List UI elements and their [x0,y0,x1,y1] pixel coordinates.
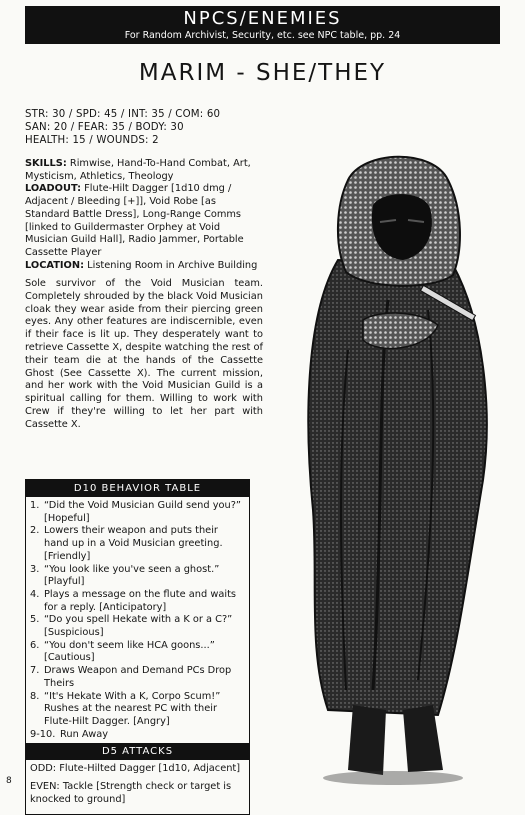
hooded-figure-illustration [268,150,518,790]
stat-line-3: HEALTH: 15 / WOUNDS: 2 [25,134,159,146]
behavior-row [30,564,245,589]
behavior-row-number: 4. [30,588,40,600]
behavior-row-number: 1. [30,500,40,511]
stat-line-2: SAN: 20 / FEAR: 35 / BODY: 30 [25,121,184,133]
behavior-row-text: Lowers their weapon and puts their hand up in a Void Musician greeting. [Friendly] [44,525,223,562]
stat-line-1: STR: 30 / SPD: 45 / INT: 35 / COM: 60 [25,109,221,120]
behavior-row-number: 2. [30,525,40,537]
location-label: LOCATION: [25,259,85,271]
skills-label: SKILLS: [25,158,67,169]
loadout-text: Flute-Hilt Dagger [1d10 dmg / Adjacent / Bleeding [+]], Void Robe [as Standard Battle Dress], Long-Range Comms [linked to Guildermaster Orphey at Void Musician Guild Hall], Radio Jammer, Portable Cassette Player [25,183,244,258]
behavior-row-text: “It's Hekate With a K, Corpo Scum!” Rushes at the nearest PC with their Flute-Hilt Dagger. [Angry] [44,690,221,727]
loadout-label: LOADOUT: [25,183,82,195]
loadout-entry [25,183,260,259]
behavior-row-number: 7. [30,665,40,677]
behavior-row [30,665,245,690]
behavior-row [30,500,245,525]
behavior-row [30,614,245,639]
skills-entry [25,158,260,183]
behavior-row-text: “You look like you've seen a ghost.” [Playful] [44,563,220,588]
location-text: Listening Room in Archive Building [87,259,258,271]
behavior-row-text: Draws Weapon and Demand PCs Drop Theirs [44,665,232,689]
page-number: 8 [6,776,12,786]
attack-even [30,781,245,806]
behavior-row-number: 9-10. [30,728,56,740]
behavior-table-rows [26,497,249,743]
attack-odd [30,763,245,776]
behavior-table [25,479,250,815]
behavior-row [30,640,245,665]
behavior-row [30,525,245,563]
behavior-row [30,691,245,729]
behavior-row-text: Run Away [60,728,109,740]
behavior-row-number: 6. [30,639,40,651]
section-title: NPCS/ENEMIES [183,8,342,29]
behavior-row-number: 5. [30,614,40,626]
attacks-table-title: D5 ATTACKS [26,743,249,760]
attack-odd-label: ODD: [30,763,57,775]
behavior-row [30,589,245,614]
skills-text: Rimwise, Hand-To-Hand Combat, Art, Mysticism, Athletics, Theology [25,158,251,182]
attack-even-text: Tackle [Strength check or target is knocked to ground] [30,781,232,805]
behavior-table-title: D10 BEHAVIOR TABLE [26,480,249,497]
attacks-table [26,760,249,814]
stat-block [25,109,265,147]
behavior-row [30,729,245,742]
behavior-row-number: 8. [30,690,40,702]
npc-name-title: MARIM - SHE/THEY [138,60,387,86]
section-header [25,6,500,44]
location-entry [25,260,260,273]
npc-description: Sole survivor of the Void Musician team. Completely shrouded by the black Void Musician cloak they wear aside from their piercing green eyes. Any other features are indiscernible, even if their face is lit up. They desperately want to retrieve Cassette X, despite watching the rest of their team die at the hands of the Cassette Ghost (See Cassette X). The current mission, and her work with the Void Musician Guild is a spiritual calling for them. Willing to work with Crew if they're willing to let her part with Cassette X. [25,278,263,430]
behavior-row-text: “Did the Void Musician Guild send you?” [Hopeful] [44,500,242,524]
behavior-row-number: 3. [30,563,40,575]
behavior-row-text: Plays a message on the flute and waits for a reply. [Anticipatory] [44,588,237,613]
section-subtitle: For Random Archivist, Security, etc. see NPC table, pp. 24 [124,30,401,41]
behavior-row-text: “You don't seem like HCA goons...” [Cautious] [44,639,215,664]
info-block [25,158,260,272]
attack-even-label: EVEN: [30,781,60,793]
attack-odd-text: Flute-Hilted Dagger [1d10, Adjacent] [59,763,241,775]
behavior-row-text: “Do you spell Hekate with a K or a C?” [Suspicious] [44,614,233,639]
